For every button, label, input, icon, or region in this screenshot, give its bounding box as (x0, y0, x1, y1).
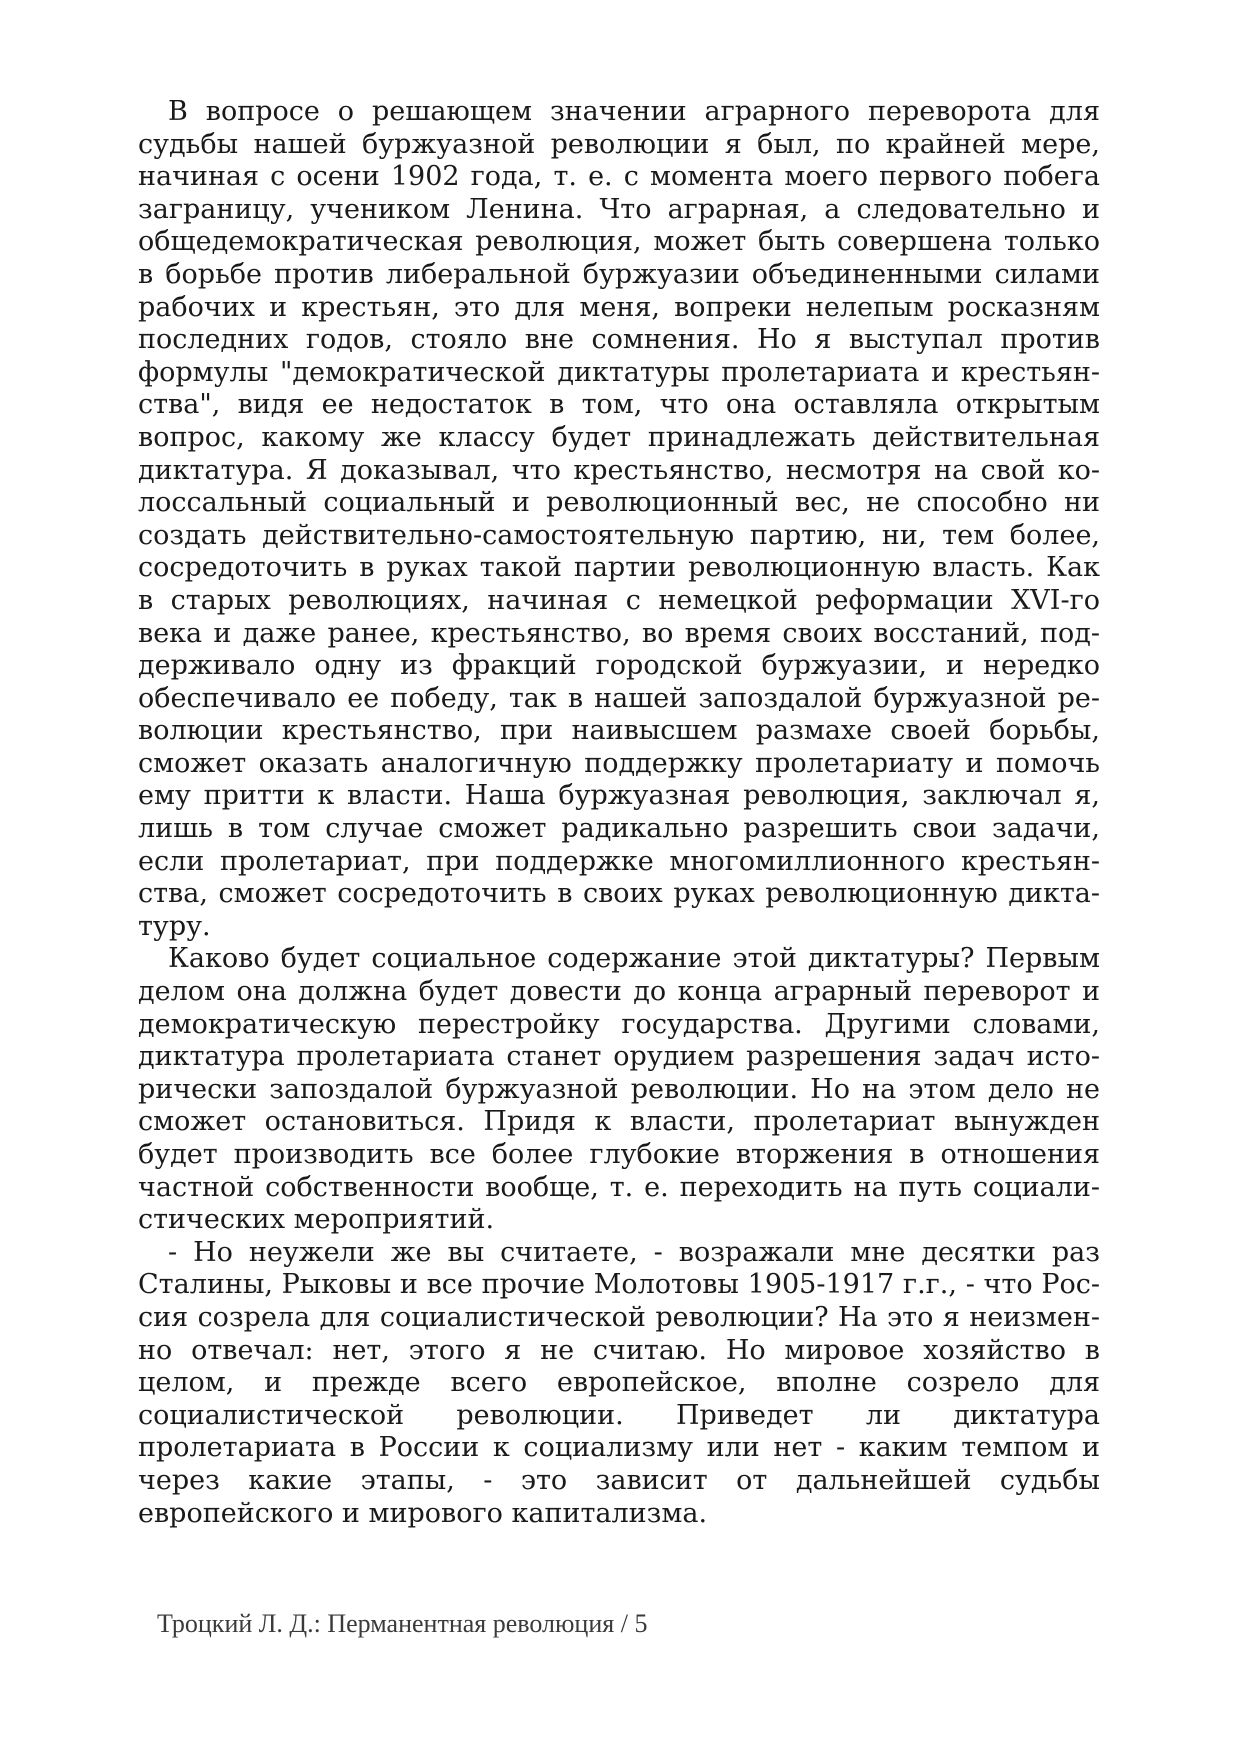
paragraph-3: - Но неужели же вы считаете, - возражали мне десятки раз Сталины, Рыковы и все прочие Молотовы 1905-1917 г.г., - что Россия созрела для социалистической революции? На это я неизменно отвечал: нет, этого я не считаю. Но мировое хозяйство в целом, и прежде всего европейское, вполне созрело для социалистической революции. Приведет ли диктатура пролетариата в России к социализму или нет - каким темпом и через какие этапы, - это зависит от дальнейшей судьбы европейского и мирового капитализма. (138, 1236, 1100, 1529)
page-footer: Троцкий Л. Д.: Перманентная революция / 5 (157, 1609, 648, 1638)
body-text (138, 96, 1100, 1530)
paragraph-2: Каково будет социальное содержание этой диктатуры? Первым делом она должна будет довести до конца аграрный переворот и демократическую перестройку государства. Другими словами, диктатура пролетариата станет орудием разрешения задач исторически запоздалой буржуазной революции. Но на этом дело не сможет остановиться. Придя к власти, пролетариат вынужден будет производить все более глубокие вторжения в отношения частной собственности вообще, т. е. переходить на путь социалистических мероприятий. (138, 943, 1100, 1236)
paragraph-1: В вопросе о решающем значении аграрного переворота для судьбы нашей буржуазной революции я был, по крайней мере, начиная с осени 1902 года, т. е. с момента моего первого побега заграницу, учеником Ленина. Что аграрная, а следовательно и общедемократическая революция, может быть совершена только в борьбе против либеральной буржуазии объединенными силами рабочих и крестьян, это для меня, вопреки нелепым росказням последних годов, стояло вне сомнения. Но я выступал против формулы "демократической диктатуры пролетариата и крестьянства", видя ее недостаток в том, что она оставляла открытым вопрос, какому же классу будет принадлежать действительная диктатура. Я доказывал, что крестьянство, несмотря на свой колоссальный социальный и революционный вес, не способно ни создать действительно-самостоятельную партию, ни, тем более, сосредоточить в руках такой партии революционную власть. Как в старых революциях, начиная с немецкой реформации XVI-го века и даже ранее, крестьянство, во время своих восстаний, поддерживало одну из фракций городской буржуазии, и нередко обеспечивало ее победу, так в нашей запоздалой буржуазной революции крестьянство, при наивысшем размахе своей борьбы, сможет оказать аналогичную поддержку пролетариату и помочь ему притти к власти. Наша буржуазная революция, заключал я, лишь в том случае сможет радикально разрешить свои задачи, если пролетариат, при поддержке многомиллионного крестьянства, сможет сосредоточить в своих руках революционную диктатуру. (138, 96, 1100, 942)
